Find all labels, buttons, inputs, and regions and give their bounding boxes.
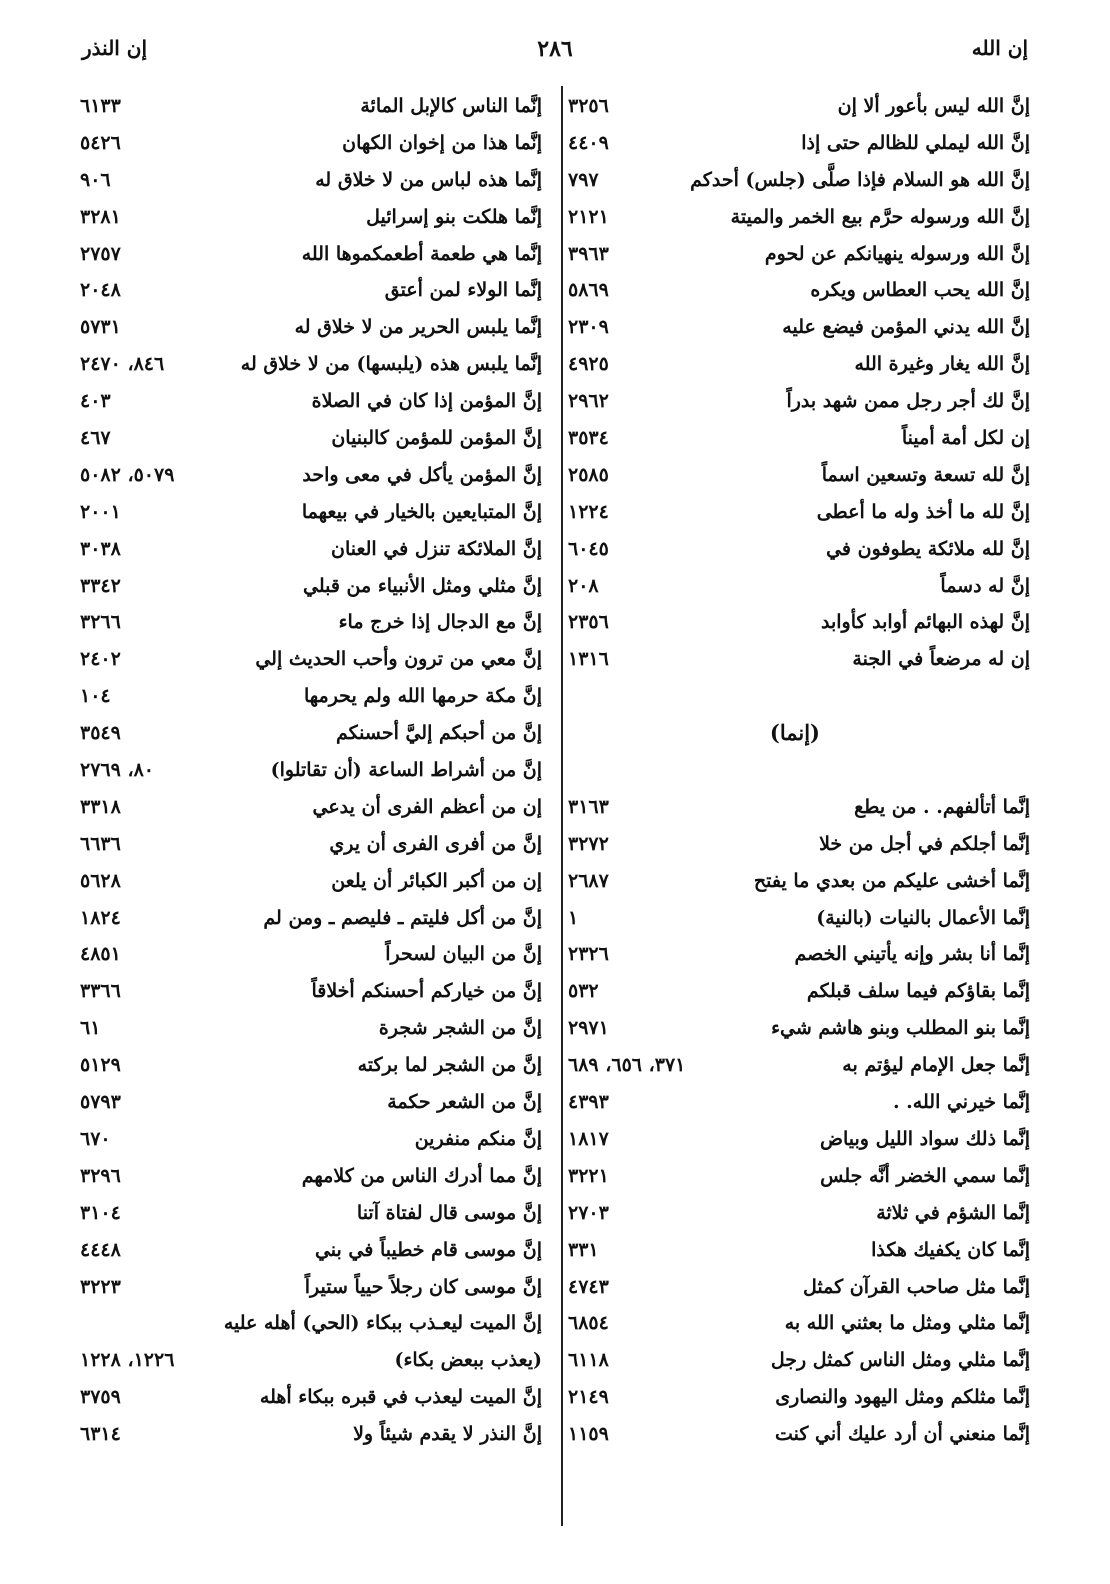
index-entry: [568, 346, 1030, 383]
entry-text: إنَّما أتألفهم. . من يطع: [854, 795, 1030, 818]
index-entry: [80, 826, 542, 863]
index-entry: [80, 1305, 542, 1342]
hadith-number: ٢٠٤٨: [80, 279, 121, 302]
hadith-number: ٣٧١، ٦٥٦، ٦٨٩: [568, 1054, 686, 1077]
index-entry: [568, 1342, 1030, 1379]
hadith-number: ١: [568, 906, 579, 929]
hadith-number: ٣٠٣٨: [80, 537, 121, 560]
entry-text: إنَّ الله يحب العطاس ويكره: [810, 279, 1030, 302]
index-entry: [568, 900, 1030, 937]
entry-text: إنَّ لله ما أخذ وله ما أعطى: [816, 500, 1030, 523]
index-entry: [80, 715, 542, 752]
hadith-number: ٣٣٦٦: [80, 980, 121, 1003]
index-entry: [80, 900, 542, 937]
entry-text: إنَّما هلكت بنو إسرائيل: [366, 205, 542, 228]
index-entry: [80, 383, 542, 420]
entry-text: إنَّ لهذه البهائم أوابد كأوابد: [821, 611, 1030, 634]
entry-text: إنَّ من أفرى الفرى أن يري: [329, 832, 542, 855]
index-entry: [80, 568, 542, 605]
hadith-number: ٥٠٧٩، ٥٠٨٢: [80, 463, 175, 486]
entry-text: إنَّ الميت ليعـذب ببكاء (الحي) أهله عليه: [223, 1312, 542, 1335]
index-entry: [80, 1010, 542, 1047]
hadith-number: ٦١١٨: [568, 1349, 609, 1372]
entry-text: إن من أكبر الكبائر أن يلعن: [331, 869, 542, 892]
index-entry: [80, 678, 542, 715]
entry-text: إن له مرضعاً في الجنة: [852, 648, 1030, 671]
index-entry: [568, 1047, 1030, 1084]
entry-text: إنَّ من الشجر لما بركته: [357, 1054, 542, 1077]
hadith-number: ٢٥٨٥: [568, 463, 609, 486]
hadith-number: ١٢٢٤: [568, 500, 609, 523]
entry-text: إنَّما يلبس هذه (يلبسها) من لا خلاق له: [240, 353, 542, 376]
hadith-number: ٩٠٦: [80, 168, 111, 191]
entry-text: إنَّ الله يغار وغيرة الله: [854, 353, 1030, 376]
entry-text: إنَّ الله يدني المؤمن فيضع عليه: [782, 316, 1030, 339]
entry-text: إنَّ من خياركم أحسنكم أخلاقاً: [311, 980, 542, 1003]
index-entry: [80, 531, 542, 568]
entry-text: إنَّما الولاء لمن أعتق: [384, 279, 542, 302]
hadith-number: ٦٨٥٤: [568, 1312, 609, 1335]
index-entry: [568, 1416, 1030, 1453]
hadith-number: ١٣١٦: [568, 648, 609, 671]
entry-text: إنَّ المؤمن للمؤمن كالبنيان: [331, 427, 542, 450]
index-entry: [568, 88, 1030, 125]
section-heading: [568, 715, 1030, 752]
index-entry: [80, 1342, 542, 1379]
hadith-number: ٤٨٥١: [80, 943, 121, 966]
hadith-number: ٢٧٥٧: [80, 242, 121, 265]
hadith-number: ٤٧٤٣: [568, 1275, 609, 1298]
hadith-number: ٣٣٤٢: [80, 574, 121, 597]
index-entry: [80, 752, 542, 789]
left-column: [80, 88, 542, 1453]
entry-text: إنَّ من أكل فليتم ـ فليصم ـ ومن لم: [263, 906, 542, 929]
hadith-number: ٣٥٣٤: [568, 427, 609, 450]
entry-text: إنَّما منعني أن أرد عليك أني كنت: [774, 1423, 1030, 1446]
entry-text: إنَّ الله ليس بأعور ألا إن: [837, 95, 1030, 117]
hadith-number: ٤٦٧: [80, 427, 111, 450]
hadith-number: ٢٣٥٦: [568, 611, 609, 634]
index-entry: [568, 1084, 1030, 1121]
entry-text: إنَّ الله ورسوله حرَّم بيع الخمر والميتة: [730, 205, 1030, 228]
hadith-number: ٣٣١: [568, 1238, 599, 1261]
hadith-number: ٨٠، ٢٧٦٩: [80, 759, 154, 782]
entry-text: إنَّما هي طعمة أطعمكموها الله: [301, 242, 542, 265]
hadith-number: ٥٧٩٣: [80, 1091, 121, 1114]
index-entry: [568, 641, 1030, 678]
hadith-number: ٤٤٤٨: [80, 1238, 121, 1261]
entry-text: إنَّما الأعمال بالنيات (بالنية): [816, 906, 1030, 929]
index-entry: [568, 973, 1030, 1010]
hadith-number: ٦٧٠: [80, 1127, 111, 1150]
index-entry: [568, 604, 1030, 641]
page-number: ٢٨٦: [537, 36, 573, 62]
hadith-number: ٣٢٩٦: [80, 1164, 121, 1187]
entry-text: إنَّ النذر لا يقدم شيئاً ولا: [353, 1423, 542, 1446]
entry-text: إنَّ مكة حرمها الله ولم يحرمها: [303, 685, 542, 708]
hadith-number: ٣٣١٨: [80, 795, 121, 818]
hadith-number: ٦٣١٤: [80, 1423, 121, 1446]
entry-text: إنَّما بقاؤكم فيما سلف قبلكم: [806, 980, 1030, 1003]
hadith-number: ٢٤٠٢: [80, 648, 121, 671]
running-header-left: إن النذر: [82, 36, 148, 60]
index-entry: [568, 752, 1030, 789]
hadith-number: ٣٩٦٣: [568, 242, 609, 265]
index-entry: [568, 1269, 1030, 1306]
entry-text: إنَّما أجلكم في أجل من خلا: [819, 832, 1030, 855]
hadith-number: ٤٤٠٩: [568, 131, 609, 154]
index-entry: [80, 1379, 542, 1416]
index-entry: [568, 199, 1030, 236]
entry-text: إنَّ من البيان لسحراً: [385, 943, 542, 966]
index-entry: [568, 1158, 1030, 1195]
hadith-number: ٦١: [80, 1017, 101, 1040]
entry-text: إنَّ معي من ترون وأحب الحديث إلي: [255, 648, 542, 671]
entry-text: إنَّ المتبايعين بالخيار في بيعهما: [301, 500, 542, 523]
hadith-number: ٢١٤٩: [568, 1386, 609, 1409]
index-entry: [80, 494, 542, 531]
index-entry: [80, 236, 542, 273]
hadith-number: ٥٦٢٨: [80, 869, 121, 892]
hadith-number: ٢٠٠١: [80, 500, 121, 523]
entry-text: إنَّما جعل الإمام ليؤتم به: [842, 1054, 1030, 1077]
index-entry: [80, 1269, 542, 1306]
index-entry: [568, 1195, 1030, 1232]
index-entry: [568, 383, 1030, 420]
hadith-number: ١٠٤: [80, 685, 111, 708]
entry-text: (إنما): [769, 720, 820, 746]
hadith-number: ٣٢٢١: [568, 1164, 609, 1187]
index-entry: [80, 1084, 542, 1121]
entry-text: إن لكل أمة أميناً: [901, 427, 1030, 450]
entry-text: إنَّما الشؤم في ثلاثة: [876, 1201, 1030, 1224]
index-entry: [568, 236, 1030, 273]
entry-text: إنَّما مثلي ومثل ما بعثني الله به: [784, 1312, 1030, 1335]
hadith-number: ١١٥٩: [568, 1423, 609, 1446]
entry-text: إنَّ من أشراط الساعة (أن تقاتلوا): [270, 759, 542, 782]
index-entry: [568, 1379, 1030, 1416]
entry-text: إنَّ المؤمن إذا كان في الصلاة: [311, 390, 542, 413]
index-entry: [80, 641, 542, 678]
entry-text: إنَّ لله ملائكة يطوفون في: [826, 537, 1030, 560]
hadith-number: ٣٢٥٦: [568, 95, 609, 117]
entry-text: إنَّ المؤمن يأكل في معى واحد: [302, 463, 542, 486]
index-entry: [568, 1121, 1030, 1158]
entry-text: إنَّ مثلي ومثل الأنبياء من قبلي: [303, 574, 542, 597]
entry-text: إنَّ من الشعر حكمة: [387, 1091, 542, 1114]
entry-text: إنَّ منكم منفرين: [414, 1127, 542, 1150]
index-entry: [80, 199, 542, 236]
index-entry: [568, 789, 1030, 826]
entry-text: إنَّما مثلكم ومثل اليهود والنصارى: [775, 1386, 1030, 1409]
hadith-number: ١٢٢٦، ١٢٢٨: [80, 1349, 175, 1372]
entry-text: إنَّ من الشجر شجرة: [378, 1017, 542, 1040]
hadith-number: ٣٢٦٦: [80, 611, 121, 634]
entry-text: إنَّما الناس كالإبل المائة: [360, 95, 542, 117]
entry-text: إنَّما أخشى عليكم من بعدي ما يفتح: [753, 869, 1030, 892]
hadith-number: ٣٥٤٩: [80, 722, 121, 745]
hadith-number: ٣١٠٤: [80, 1201, 121, 1224]
entry-text: إنَّما خيرني الله. .: [892, 1091, 1030, 1114]
index-entry: [80, 863, 542, 900]
index-entry: [568, 1010, 1030, 1047]
hadith-number: ٢٠٨: [568, 574, 599, 597]
index-entry: [80, 88, 542, 125]
entry-text: إنَّما هذه لباس من لا خلاق له: [315, 168, 542, 191]
index-entry: [568, 457, 1030, 494]
hadith-number: ٢٩٦٢: [568, 390, 609, 413]
entry-text: إنَّما هذا من إخوان الكهان: [342, 131, 542, 154]
index-entry: [80, 1416, 542, 1453]
index-entry: [568, 125, 1030, 162]
right-column: [568, 88, 1030, 1453]
index-entry: [568, 1232, 1030, 1269]
entry-text: إنَّ موسى كان رجلاً حيياً ستيراً: [304, 1275, 542, 1298]
hadith-number: ٥٣٢: [568, 980, 599, 1003]
hadith-number: ٢٩٧١: [568, 1017, 609, 1040]
index-entry: [568, 162, 1030, 199]
hadith-number: ١٨١٧: [568, 1127, 609, 1150]
index-entry: [568, 531, 1030, 568]
entry-text: إنَّما ذلك سواد الليل وبياض: [820, 1127, 1030, 1150]
index-entry: [568, 272, 1030, 309]
index-entry: [80, 309, 542, 346]
index-entry: [568, 494, 1030, 531]
entry-text: إنَّ الميت ليعذب في قبره ببكاء أهله: [259, 1386, 542, 1409]
column-divider: [561, 86, 563, 1526]
index-entry: [568, 826, 1030, 863]
hadith-number: ٤٣٩٣: [568, 1091, 609, 1114]
index-entry: [80, 272, 542, 309]
entry-text: إنَّ موسى قال لفتاة آتنا: [356, 1201, 542, 1224]
index-entry: [80, 1158, 542, 1195]
entry-text: إنَّ له دسماً: [940, 574, 1030, 597]
hadith-number: ٢٣٠٩: [568, 316, 609, 339]
hadith-number: ٦١٣٣: [80, 95, 121, 117]
entry-text: إن من أعظم الفرى أن يدعي: [312, 795, 542, 818]
entry-text: إنَّ الله ورسوله ينهيانكم عن لحوم: [764, 242, 1030, 265]
hadith-number: ٢١٢١: [568, 205, 609, 228]
entry-text: إنَّما بنو المطلب وبنو هاشم شيء: [771, 1017, 1030, 1040]
index-entry: [80, 1047, 542, 1084]
hadith-number: ٥٨٦٩: [568, 279, 609, 302]
entry-text: إنَّما يلبس الحرير من لا خلاق له: [294, 316, 542, 339]
hadith-number: ٦٦٣٦: [80, 832, 121, 855]
index-entry: [80, 346, 542, 383]
entry-text: إنَّ من أحبكم إليَّ أحسنكم: [336, 722, 542, 745]
entry-text: إنَّ لك أجر رجل ممن شهد بدراً: [786, 390, 1030, 413]
entry-text: إنَّ الله ليملي للظالم حتى إذا: [801, 131, 1030, 154]
entry-text: إنَّ الله هو السلام فإذا صلَّى (جلس) أحدكم: [690, 168, 1030, 191]
hadith-number: ٢٧٠٣: [568, 1201, 609, 1224]
hadith-number: ٣٢٨١: [80, 205, 121, 228]
hadith-number: ٥١٢٩: [80, 1054, 121, 1077]
hadith-number: ٧٩٧: [568, 168, 599, 191]
hadith-number: ٤٠٣: [80, 390, 111, 413]
index-entry: [568, 420, 1030, 457]
index-entry: [568, 309, 1030, 346]
entry-text: إنَّ مع الدجال إذا خرج ماء: [338, 611, 542, 634]
entry-text: إنَّما كان يكفيك هكذا: [871, 1238, 1030, 1261]
hadith-number: ١٨٢٤: [80, 906, 121, 929]
hadith-number: ٦٠٤٥: [568, 537, 609, 560]
index-entry: [80, 604, 542, 641]
hadith-number: ٤٩٢٥: [568, 353, 609, 376]
entry-text: إنَّ الملائكة تنزل في العنان: [331, 537, 542, 560]
index-entry: [568, 1305, 1030, 1342]
index-entry: [80, 420, 542, 457]
index-entry: [80, 1121, 542, 1158]
entry-text: إنَّما سمي الخضر أنَّه جلس: [820, 1164, 1030, 1187]
index-entry: [568, 678, 1030, 715]
index-entry: [80, 125, 542, 162]
index-entry: [80, 789, 542, 826]
entry-text: إنَّما أنا بشر وإنه يأتيني الخصم: [794, 943, 1030, 966]
entry-text: إنَّ مما أدرك الناس من كلامهم: [301, 1164, 542, 1187]
hadith-number: ٨٤٦، ٢٤٧٠: [80, 353, 165, 376]
running-header-right: إن الله: [971, 36, 1028, 60]
hadith-number: ٣١٦٣: [568, 795, 609, 818]
hadith-number: ٥٤٢٦: [80, 131, 121, 154]
index-entry: [80, 936, 542, 973]
index-entry: [80, 457, 542, 494]
entry-text: إنَّما مثلي ومثل الناس كمثل رجل: [770, 1349, 1030, 1372]
index-entry: [568, 936, 1030, 973]
index-entry: [80, 1232, 542, 1269]
hadith-number: ٢٦٨٧: [568, 869, 609, 892]
hadith-number: ٥٧٣١: [80, 316, 121, 339]
index-entry: [80, 973, 542, 1010]
entry-text: إنَّ موسى قام خطيباً في بني: [314, 1238, 542, 1261]
index-entry: [568, 568, 1030, 605]
index-entry: [80, 162, 542, 199]
hadith-number: ٣٢٧٢: [568, 832, 609, 855]
hadith-number: ٣٧٥٩: [80, 1386, 121, 1409]
entry-text: إنَّ لله تسعة وتسعين اسماً: [821, 463, 1030, 486]
entry-text: إنَّما مثل صاحب القرآن كمثل: [803, 1275, 1030, 1298]
hadith-number: ٣٢٢٣: [80, 1275, 121, 1298]
entry-text: (يعذب ببعض بكاء): [394, 1349, 542, 1372]
index-entry: [568, 863, 1030, 900]
index-entry: [80, 1195, 542, 1232]
hadith-number: ٢٣٢٦: [568, 943, 609, 966]
